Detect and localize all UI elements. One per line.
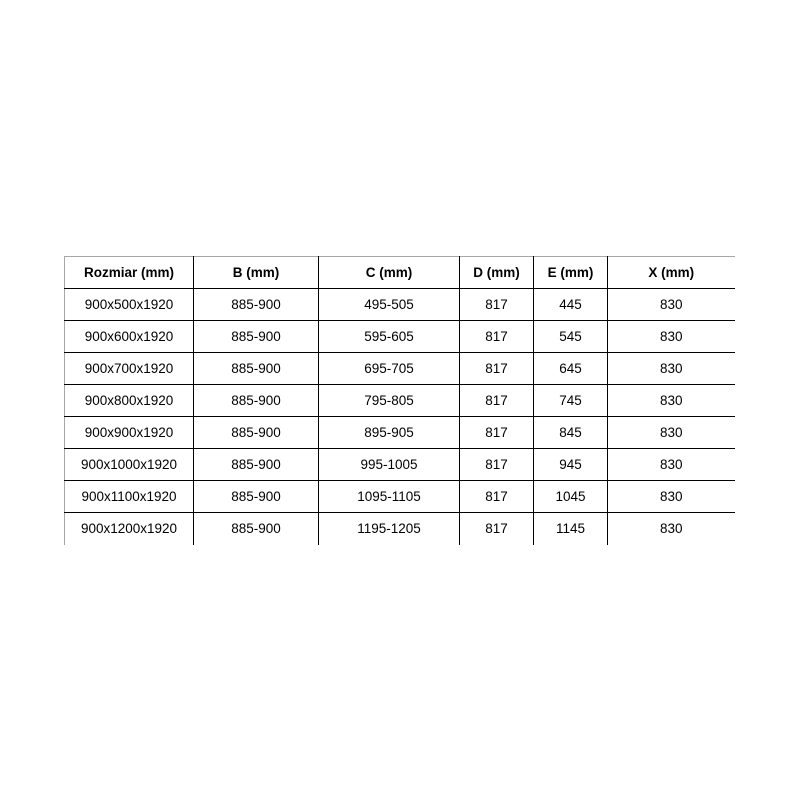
- table-row: [65, 321, 735, 353]
- table-row: [65, 353, 735, 385]
- cell-x: 830: [608, 321, 735, 353]
- cell-b: 885-900: [194, 417, 319, 449]
- cell-b: 885-900: [194, 289, 319, 321]
- cell-b: 885-900: [194, 513, 319, 545]
- cell-b: 885-900: [194, 449, 319, 481]
- cell-x: 830: [608, 449, 735, 481]
- cell-d: 817: [460, 417, 534, 449]
- cell-d: 817: [460, 321, 534, 353]
- cell-e: 945: [534, 449, 608, 481]
- dimensions-table-container: [64, 256, 735, 545]
- cell-x: 830: [608, 481, 735, 513]
- table-row: [65, 481, 735, 513]
- column-header-x: X (mm): [608, 257, 735, 289]
- cell-x: 830: [608, 385, 735, 417]
- cell-d: 817: [460, 353, 534, 385]
- cell-d: 817: [460, 481, 534, 513]
- table-row: [65, 513, 735, 545]
- cell-d: 817: [460, 513, 534, 545]
- cell-c: 695-705: [319, 353, 460, 385]
- cell-d: 817: [460, 289, 534, 321]
- cell-c: 1195-1205: [319, 513, 460, 545]
- column-header-c: C (mm): [319, 257, 460, 289]
- cell-c: 495-505: [319, 289, 460, 321]
- cell-e: 845: [534, 417, 608, 449]
- cell-rozmiar: 900x600x1920: [65, 321, 194, 353]
- table-header-row: [65, 257, 735, 289]
- table-row: [65, 417, 735, 449]
- cell-e: 545: [534, 321, 608, 353]
- table-row: [65, 385, 735, 417]
- cell-c: 1095-1105: [319, 481, 460, 513]
- cell-b: 885-900: [194, 385, 319, 417]
- cell-rozmiar: 900x1000x1920: [65, 449, 194, 481]
- dimensions-table: [64, 256, 735, 545]
- cell-b: 885-900: [194, 321, 319, 353]
- cell-rozmiar: 900x700x1920: [65, 353, 194, 385]
- cell-d: 817: [460, 385, 534, 417]
- table-row: [65, 289, 735, 321]
- cell-rozmiar: 900x800x1920: [65, 385, 194, 417]
- column-header-rozmiar: Rozmiar (mm): [65, 257, 194, 289]
- cell-c: 595-605: [319, 321, 460, 353]
- column-header-b: B (mm): [194, 257, 319, 289]
- cell-x: 830: [608, 353, 735, 385]
- cell-rozmiar: 900x500x1920: [65, 289, 194, 321]
- table-head: [65, 257, 735, 289]
- table-body: [65, 289, 735, 545]
- cell-e: 745: [534, 385, 608, 417]
- column-header-e: E (mm): [534, 257, 608, 289]
- cell-c: 895-905: [319, 417, 460, 449]
- cell-e: 645: [534, 353, 608, 385]
- cell-d: 817: [460, 449, 534, 481]
- cell-e: 445: [534, 289, 608, 321]
- cell-rozmiar: 900x1100x1920: [65, 481, 194, 513]
- cell-rozmiar: 900x900x1920: [65, 417, 194, 449]
- column-header-d: D (mm): [460, 257, 534, 289]
- table-row: [65, 449, 735, 481]
- cell-c: 795-805: [319, 385, 460, 417]
- cell-x: 830: [608, 289, 735, 321]
- cell-x: 830: [608, 417, 735, 449]
- cell-e: 1145: [534, 513, 608, 545]
- cell-rozmiar: 900x1200x1920: [65, 513, 194, 545]
- cell-x: 830: [608, 513, 735, 545]
- cell-b: 885-900: [194, 481, 319, 513]
- cell-c: 995-1005: [319, 449, 460, 481]
- cell-e: 1045: [534, 481, 608, 513]
- cell-b: 885-900: [194, 353, 319, 385]
